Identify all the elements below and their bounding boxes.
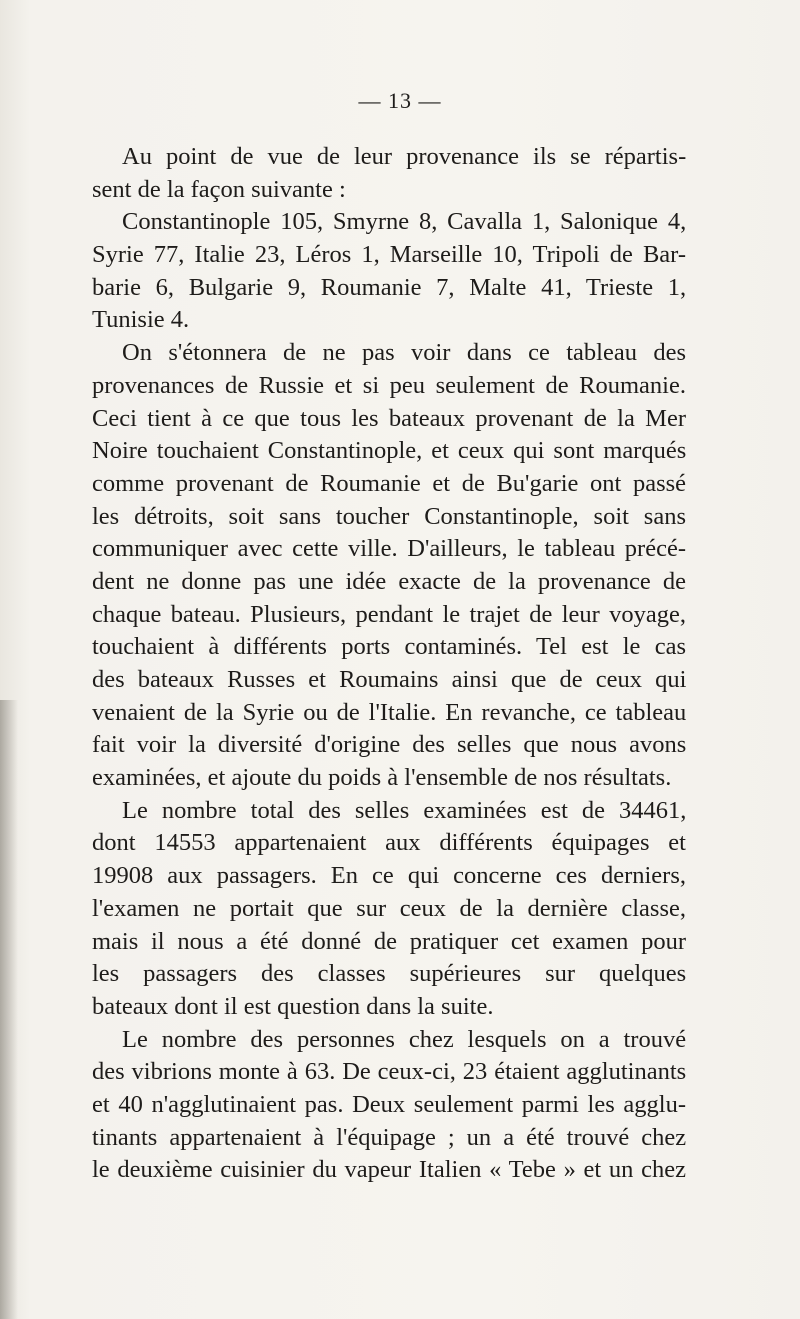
text-line: les passagers des classes supérieures sur quelques	[92, 960, 687, 988]
text-line: Le nombre total des selles examinées est de 34461,	[122, 796, 687, 824]
text-line: le deuxième cuisinier du vapeur Italien « Tebe » et un chez	[92, 1156, 686, 1184]
text-line: provenances de Russie et si peu seulement de Roumanie.	[92, 371, 686, 399]
text-line: dent ne donne pas une idée exacte de la provenance de	[92, 567, 686, 595]
paragraph-3	[92, 337, 686, 795]
text-line: les détroits, soit sans toucher Constantinople, soit sans	[92, 502, 686, 530]
text-line: barie 6, Bulgarie 9, Roumanie 7, Malte 41, Trieste 1,	[92, 273, 687, 301]
text-line: mais il nous a été donné de pratiquer cet examen pour	[92, 927, 686, 955]
text-line: comme provenant de Roumanie et de Bu'garie ont passé	[92, 469, 687, 497]
text-line: Ceci tient à ce que tous les bateaux provenant de la Mer	[92, 404, 686, 432]
text-line: Au point de vue de leur provenance ils se répartis-	[122, 143, 687, 170]
text-line: chaque bateau. Plusieurs, pendant le trajet de leur voyage,	[92, 600, 687, 628]
text-line: Le nombre des personnes chez lesquels on a trouvé	[122, 1025, 687, 1053]
text-line: examinées, et ajoute du poids à l'ensemble de nos résultats.	[92, 764, 672, 792]
text-line: 19908 aux passagers. En ce qui concerne ces derniers,	[92, 862, 686, 890]
paragraph-4	[92, 795, 686, 1024]
text-line: Noire touchaient Constantinople, et ceux qui sont marqués	[92, 437, 687, 465]
text-line: venaient de la Syrie ou de l'Italie. En revanche, ce tableau	[92, 698, 687, 726]
paragraph-2	[92, 206, 686, 337]
text-line: des bateaux Russes et Roumains ainsi que de ceux qui	[92, 666, 687, 693]
text-line: On s'étonnera de ne pas voir dans ce tableau des	[122, 339, 686, 367]
page-number: — 13 —	[358, 88, 442, 113]
text-line: touchaient à différents ports contaminés. Tel est le cas	[92, 633, 686, 661]
text-line: Constantinople 105, Smyrne 8, Cavalla 1, Salonique 4,	[122, 208, 687, 236]
text-line: sent de la façon suivante :	[92, 175, 346, 203]
text-line: des vibrions monte à 63. De ceux-ci, 23 étaient agglutinants	[92, 1058, 687, 1086]
text-line: Tunisie 4.	[92, 306, 190, 334]
text-line: fait voir la diversité d'origine des selles que nous avons	[92, 731, 687, 759]
text-line: bateaux dont il est question dans la suite.	[92, 992, 494, 1020]
text-line: et 40 n'agglutinaient pas. Deux seulement parmi les agglu-	[92, 1090, 686, 1118]
paragraph-5	[92, 1024, 686, 1187]
text-line: l'examen ne portait que sur ceux de la dernière classe,	[92, 894, 686, 922]
paragraph-1	[92, 141, 686, 206]
text-line: communiquer avec cette ville. D'ailleurs, le tableau précé-	[92, 535, 686, 563]
body-text	[92, 141, 686, 1187]
text-line: Syrie 77, Italie 23, Léros 1, Marseille 10, Tripoli de Bar-	[92, 241, 686, 269]
page-edge-shadow	[0, 700, 18, 1319]
text-line: tinants appartenaient à l'équipage ; un a été trouvé chez	[92, 1123, 687, 1151]
text-line: dont 14553 appartenaient aux différents équipages et	[92, 829, 686, 857]
